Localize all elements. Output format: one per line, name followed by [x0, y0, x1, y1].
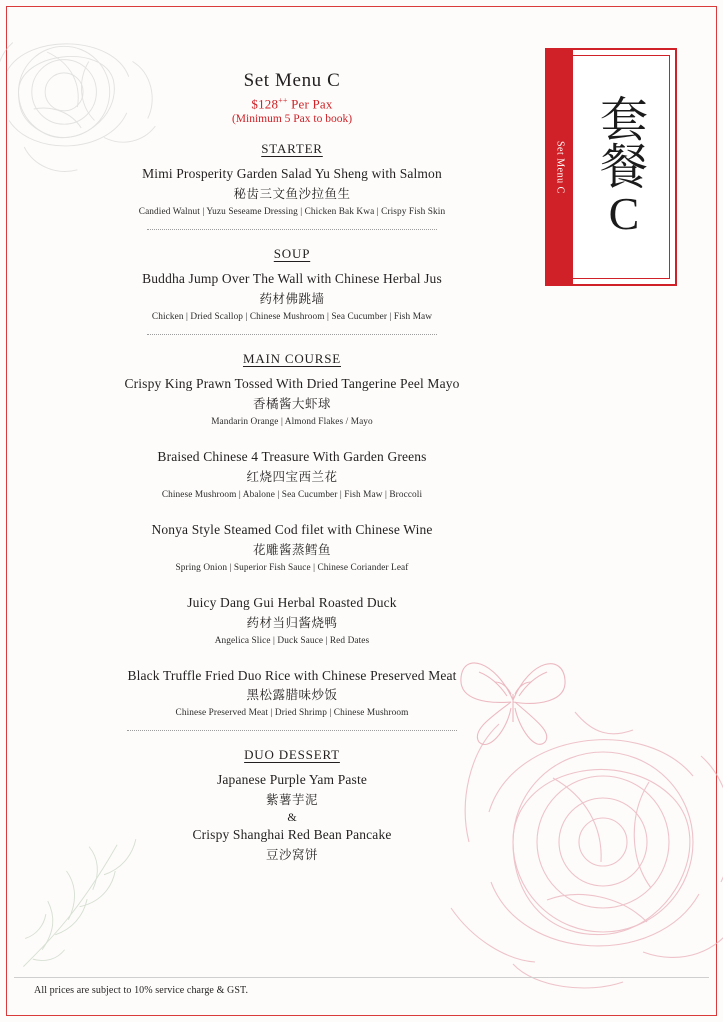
section-heading: SOUP — [273, 246, 311, 262]
section-divider — [127, 730, 457, 731]
dish-name-en: Mimi Prosperity Garden Salad Yu Sheng with Salmon — [142, 166, 442, 182]
section-divider — [147, 229, 437, 230]
course-item — [62, 166, 522, 217]
section-heading: STARTER — [261, 141, 323, 157]
dish-ingredients: Chicken | Dried Scallop | Chinese Mushroom | Sea Cucumber | Fish Maw — [151, 312, 433, 323]
section-heading: MAIN COURSE — [242, 351, 341, 367]
dish-name-cn: 紫薯芋泥 — [265, 792, 318, 808]
section-starter — [62, 141, 522, 230]
dish-name-en: Black Truffle Fried Duo Rice with Chinese Preserved Meat — [127, 667, 457, 683]
menu-body — [62, 70, 522, 863]
section-soup — [62, 246, 522, 335]
dish-ingredients: Candied Walnut | Yuzu Seseame Dressing | Chicken Bak Kwa | Crispy Fish Skin — [138, 207, 446, 218]
side-title-panel — [545, 48, 677, 286]
course-item — [62, 595, 522, 646]
course-item — [62, 376, 522, 427]
dish-name-en: Crispy King Prawn Tossed With Dried Tangerine Peel Mayo — [124, 376, 460, 392]
side-panel-chinese-char-1: 套 — [599, 92, 648, 149]
menu-title: Set Menu C — [243, 70, 341, 91]
section-divider — [147, 334, 437, 335]
dish-name-cn: 秘齿三文鱼沙拉鱼生 — [233, 186, 351, 202]
dish-name-cn: 红烧四宝西兰花 — [246, 468, 338, 484]
dish-name-cn: 药材佛跳墙 — [259, 291, 325, 307]
dessert-separator: & — [287, 810, 297, 825]
dish-name-cn: 花雕酱蒸鳕鱼 — [252, 541, 331, 557]
side-panel-latin-char: C — [608, 188, 640, 240]
dish-name-en: Juicy Dang Gui Herbal Roasted Duck — [187, 594, 397, 610]
dish-ingredients: Spring Onion | Superior Fish Sauce | Chinese Coriander Leaf — [175, 562, 409, 573]
price-footnote: All prices are subject to 10% service charge & GST. — [34, 985, 249, 996]
side-panel-vertical-label: Set Menu C — [554, 140, 566, 194]
course-item — [62, 522, 522, 573]
section-main-course — [62, 351, 522, 731]
dish-ingredients: Chinese Mushroom | Abalone | Sea Cucumber | Fish Maw | Broccoli — [161, 489, 423, 500]
menu-price — [62, 96, 522, 112]
section-duo-dessert — [62, 747, 522, 863]
dish-name-cn: 药材当归酱烧鸭 — [246, 614, 338, 630]
side-panel-chinese-title — [573, 50, 675, 284]
dish-name-cn: 香橘酱大虾球 — [252, 395, 331, 411]
dish-name-cn: 黑松露腊味炒饭 — [246, 687, 338, 703]
course-item — [62, 271, 522, 322]
dish-name-en: Japanese Purple Yam Paste — [217, 772, 367, 788]
dish-name-en: Nonya Style Steamed Cod filet with Chinese Wine — [151, 521, 433, 537]
section-heading: DUO DESSERT — [244, 747, 340, 763]
dish-name-en: Crispy Shanghai Red Bean Pancake — [192, 827, 392, 843]
dish-name-en: Buddha Jump Over The Wall with Chinese Herbal Jus — [142, 271, 442, 287]
menu-price-amount: $128 — [251, 96, 279, 112]
dish-name-en: Braised Chinese 4 Treasure With Garden Greens — [157, 448, 427, 464]
menu-minimum-note: (Minimum 5 Pax to book) — [231, 113, 353, 126]
footnote-rule — [14, 977, 709, 978]
dish-ingredients: Chinese Preserved Meat | Dried Shrimp | Chinese Mushroom — [175, 708, 409, 719]
menu-price-superscript: ++ — [278, 96, 288, 105]
dish-name-cn: 豆沙窝饼 — [265, 847, 318, 863]
course-item — [62, 772, 522, 808]
course-item — [62, 827, 522, 863]
course-item — [62, 449, 522, 500]
dish-ingredients: Mandarin Orange | Almond Flakes / Mayo — [211, 416, 373, 427]
course-item — [62, 668, 522, 719]
menu-price-unit: Per Pax — [287, 96, 333, 112]
dish-ingredients: Angelica Slice | Duck Sauce | Red Dates — [214, 635, 370, 646]
side-panel-chinese-char-2: 餐 — [599, 139, 648, 196]
